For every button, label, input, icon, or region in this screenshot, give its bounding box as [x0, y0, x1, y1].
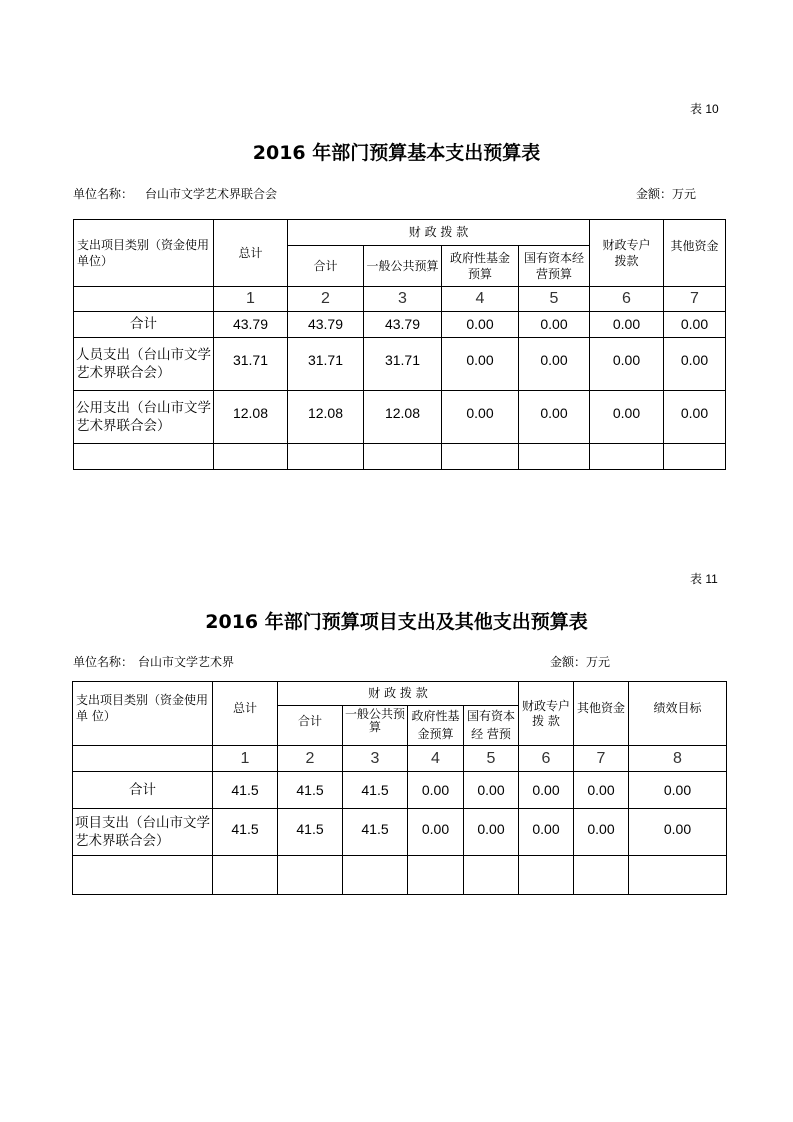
table11-cell: 41.5 — [231, 820, 259, 837]
table10-cell: 0.00 — [612, 316, 641, 333]
table11-index: 4 — [431, 749, 440, 767]
table11-amount-label: 金额：万元 — [550, 655, 611, 669]
table10-header-total: 总计 — [238, 245, 263, 260]
table10-index: 5 — [549, 290, 559, 308]
table10-unit-name: 台山市文学艺术界联合会 — [145, 187, 278, 201]
table11-header-other: 其他资金 — [576, 700, 625, 715]
table10-cell: 0.00 — [680, 404, 709, 421]
table11-cell: 0.00 — [587, 820, 615, 837]
table11-header-perf: 绩效目标 — [653, 700, 702, 715]
table10-cell: 12.08 — [232, 404, 269, 421]
table10-amount-label: 金额：万元 — [636, 187, 697, 201]
table10-cell: 0.00 — [466, 316, 494, 333]
table11-cell: 0.00 — [421, 820, 450, 837]
table11-row-label: 合计 — [129, 781, 156, 798]
table10-cell: 31.71 — [307, 351, 344, 368]
table10-cell: 0.00 — [540, 316, 568, 333]
table11-header-total: 总计 — [232, 700, 257, 715]
table11-header-special: 财政专户拨 款 — [521, 698, 570, 728]
table10-cell: 31.71 — [232, 351, 269, 368]
table10-header-general: 一般公共预算 — [366, 258, 439, 273]
table10-index: 3 — [398, 290, 407, 308]
table11-cell: 0.00 — [532, 781, 560, 798]
table10-row-label: 公用支出（台山市文学艺术界联合会） — [76, 399, 211, 434]
table10-header-fund: 政府性基金预算 — [449, 250, 510, 281]
table11-cell: 0.00 — [532, 820, 560, 837]
table11-index: 6 — [541, 749, 551, 767]
table11-header-state: 国有资本经 营预 — [466, 709, 515, 741]
table10-cell: 0.00 — [540, 404, 568, 421]
table10-cell: 31.71 — [384, 351, 421, 368]
table10-cell: 43.79 — [307, 316, 344, 333]
table10-cell: 0.00 — [680, 316, 709, 333]
table11-cell: 0.00 — [421, 781, 450, 798]
table10-cell: 0.00 — [540, 351, 568, 368]
table10-index: 7 — [690, 290, 699, 308]
table11-index: 3 — [370, 749, 380, 767]
table11-header-subtotal: 合计 — [297, 713, 322, 728]
table10-title: 2016 年部门预算基本支出预算表 — [252, 142, 541, 164]
table10-header-special: 财政专户拨款 — [602, 237, 651, 268]
table10-header-fiscal: 财 政 拨 款 — [408, 225, 469, 240]
table10-cell: 43.79 — [232, 316, 269, 333]
table11-title: 2016 年部门预算项目支出及其他支出预算表 — [205, 611, 588, 633]
table11-header-category: 支出项目类别（资金使用 单 位） — [76, 692, 209, 723]
table11-cell: 41.5 — [296, 820, 324, 837]
table10-cell: 0.00 — [466, 404, 494, 421]
table11-header-general: 一般公共预算 — [344, 706, 405, 734]
table11-row-label: 项目支出（台山市文学艺术界联合会） — [75, 814, 210, 849]
table10-header-subtotal: 合计 — [313, 258, 338, 273]
table10-cell: 0.00 — [466, 351, 494, 368]
table10-cell: 0.00 — [680, 351, 709, 368]
table11-index: 1 — [240, 749, 250, 767]
table10-cell: 43.79 — [384, 316, 421, 333]
table10-row-label: 合计 — [130, 316, 157, 333]
table10-header-category: 支出项目类别（资金使用单位） — [77, 237, 210, 268]
table10-cell: 12.08 — [307, 404, 344, 421]
table11-cell: 0.00 — [663, 820, 692, 837]
table11-cell: 0.00 — [477, 820, 505, 837]
table11-cell: 41.5 — [231, 781, 259, 798]
table10-header-state: 国有资本经营预算 — [523, 250, 584, 281]
table10-index: 4 — [475, 290, 485, 308]
table11-header-fund: 政府性基金预算 — [411, 709, 460, 741]
table11-cell: 41.5 — [361, 820, 389, 837]
table10-index: 1 — [246, 290, 255, 308]
table10-index: 2 — [321, 290, 330, 308]
table11-index: 7 — [596, 749, 606, 767]
table11-cell: 41.5 — [296, 781, 324, 798]
table10-header-other: 其他资金 — [670, 238, 719, 253]
table10-cell: 0.00 — [612, 404, 641, 421]
table10-index: 6 — [622, 290, 631, 308]
table10-row-label: 人员支出（台山市文学艺术界联合会） — [76, 346, 211, 381]
table10-cell: 12.08 — [384, 404, 421, 421]
table11-cell: 0.00 — [663, 781, 692, 798]
table11-number: 表 11 — [690, 572, 718, 586]
table10-number: 表 10 — [690, 102, 719, 116]
table11-unit-label: 单位名称： — [73, 655, 134, 669]
table11-cell: 41.5 — [361, 781, 389, 798]
table11-index: 5 — [486, 749, 496, 767]
table11-cell: 0.00 — [477, 781, 505, 798]
table11-cell: 0.00 — [587, 781, 615, 798]
table10-cell: 0.00 — [612, 351, 641, 368]
table10-unit-label: 单位名称： — [73, 187, 134, 201]
table11-unit-name: 台山市文学艺术界 — [138, 655, 235, 669]
table11-index: 8 — [673, 749, 682, 767]
table11-header-fiscal: 财 政 拨 款 — [368, 686, 428, 701]
table11-index: 2 — [305, 749, 315, 767]
